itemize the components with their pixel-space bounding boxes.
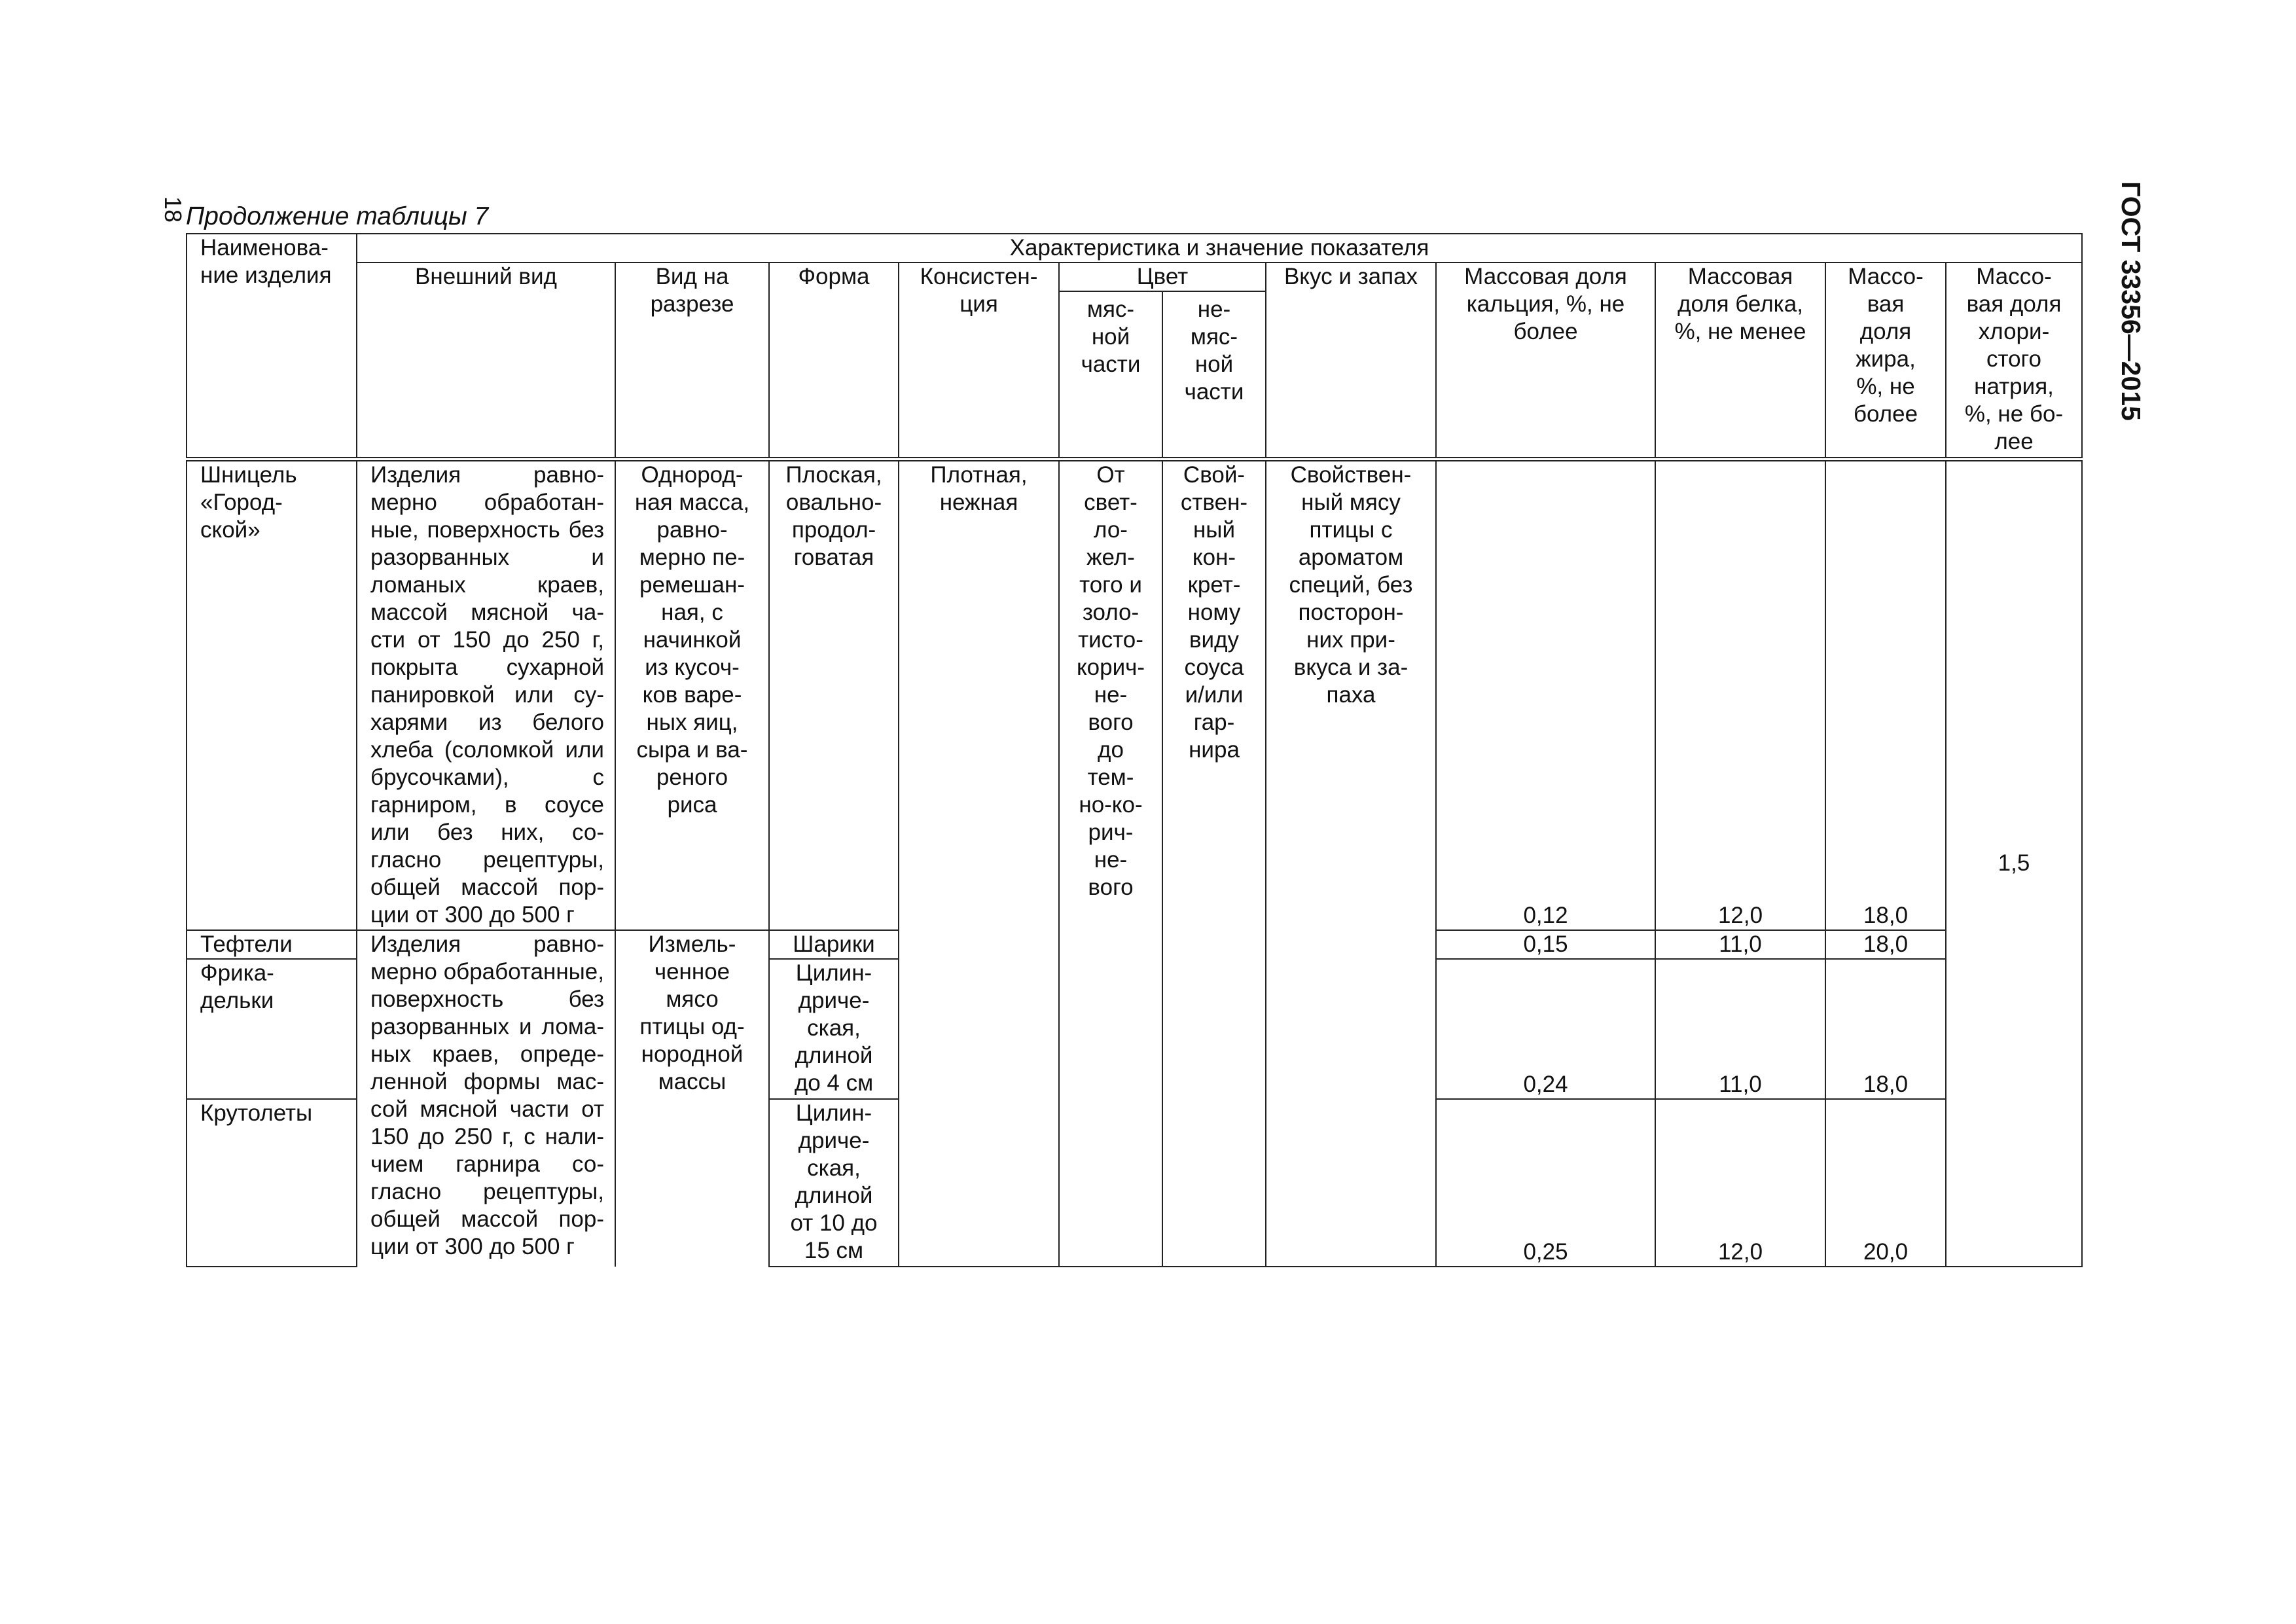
- header-salt: Массо- вая доля хлори- стого натрия, %, не бо- лее: [1946, 262, 2082, 459]
- calcium-schnitzel: 0,12: [1436, 459, 1655, 930]
- header-product-name: Наименова- ние изделия: [187, 234, 357, 459]
- shape-frikadelki: Цилин- дриче- ская, длиной до 4 см: [769, 959, 899, 1099]
- appearance-meatballs-group: Изделия равно-мерно обработанные, поверхность без разорванных и лома-ных краев, опреде-ленной формы мас-сой мясной части от 150 до 250 г, с нали-чием гарнира со-гласно рецептуры, общей массой пор-ции от 300 до 500 г: [357, 930, 615, 1267]
- salt-value: 1,5: [1946, 459, 2082, 1267]
- header-color-nonmeat: не- мяс- ной части: [1162, 291, 1266, 459]
- protein-frikadelki: 11,0: [1655, 959, 1825, 1099]
- table-row: [187, 459, 2082, 930]
- header-calcium: Массовая доля кальция, %, не более: [1436, 262, 1655, 459]
- product-name-frikadelki: Фрика- дельки: [187, 959, 357, 1099]
- fat-frikadelki: 18,0: [1825, 959, 1946, 1099]
- product-name-schnitzel: Шницель «Город- ской»: [187, 459, 357, 930]
- header-characteristic: Характеристика и значение показателя: [357, 234, 2082, 262]
- cut-view-schnitzel: Однород- ная масса, равно- мерно пе- ремешан- ная, с начинкой из кусоч- ков варе- ных яиц, сыра и ва- реного риса: [615, 459, 769, 930]
- protein-meatballs: 11,0: [1655, 930, 1825, 959]
- header-fat: Массо- вая доля жира, %, не более: [1825, 262, 1946, 459]
- calcium-meatballs: 0,15: [1436, 930, 1655, 959]
- product-name-meatballs: Тефтели: [187, 930, 357, 959]
- header-shape: Форма: [769, 262, 899, 459]
- header-taste: Вкус и запах: [1266, 262, 1436, 459]
- shape-krutolety: Цилин- дриче- ская, длиной от 10 до 15 см: [769, 1099, 899, 1267]
- color-nonmeat-value: Свой- ствен- ный кон- крет- ному виду соуса и/или гар- нира: [1162, 459, 1266, 1267]
- fat-meatballs: 18,0: [1825, 930, 1946, 959]
- header-color: Цвет: [1059, 262, 1266, 291]
- document-code: ГОСТ 33356—2015: [2116, 181, 2146, 421]
- page-number: 18: [160, 196, 187, 223]
- taste-value: Свойствен- ный мясу птицы с ароматом специй, без посторон- них при- вкуса и за- паха: [1266, 459, 1436, 1267]
- fat-schnitzel: 18,0: [1825, 459, 1946, 930]
- protein-krutolety: 12,0: [1655, 1099, 1825, 1267]
- header-consistency: Консистен- ция: [899, 262, 1059, 459]
- header-cut-view: Вид на разрезе: [615, 262, 769, 459]
- shape-schnitzel: Плоская, овально- продол- говатая: [769, 459, 899, 930]
- consistency-value: Плотная, нежная: [899, 459, 1059, 1267]
- header-protein: Массовая доля белка, %, не менее: [1655, 262, 1825, 459]
- protein-schnitzel: 12,0: [1655, 459, 1825, 930]
- table-continuation-caption: Продолжение таблицы 7: [186, 202, 489, 230]
- header-appearance: Внешний вид: [357, 262, 615, 459]
- characteristics-table: [186, 233, 2083, 1267]
- shape-meatballs: Шарики: [769, 930, 899, 959]
- calcium-frikadelki: 0,24: [1436, 959, 1655, 1099]
- appearance-schnitzel: Изделия равно-мерно обработан-ные, поверхность без разорванных и ломаных краев, массой мясной ча-сти от 150 до 250 г, покрыта сухарной панировкой или су-харями из белого хлеба (соломкой или брусочками), с гарниром, в соусе или без них, со-гласно рецептуры, общей массой пор-ции от 300 до 500 г: [357, 459, 615, 930]
- product-name-krutolety: Крутолеты: [187, 1099, 357, 1267]
- calcium-krutolety: 0,25: [1436, 1099, 1655, 1267]
- fat-krutolety: 20,0: [1825, 1099, 1946, 1267]
- cut-view-meatballs-group: Измель- ченное мясо птицы од- нородной массы: [615, 930, 769, 1267]
- header-color-meat: мяс- ной части: [1059, 291, 1162, 459]
- color-meat-value: От свет- ло- жел- того и золо- тисто- корич- не- вого до тем- но-ко- рич- не- вого: [1059, 459, 1162, 1267]
